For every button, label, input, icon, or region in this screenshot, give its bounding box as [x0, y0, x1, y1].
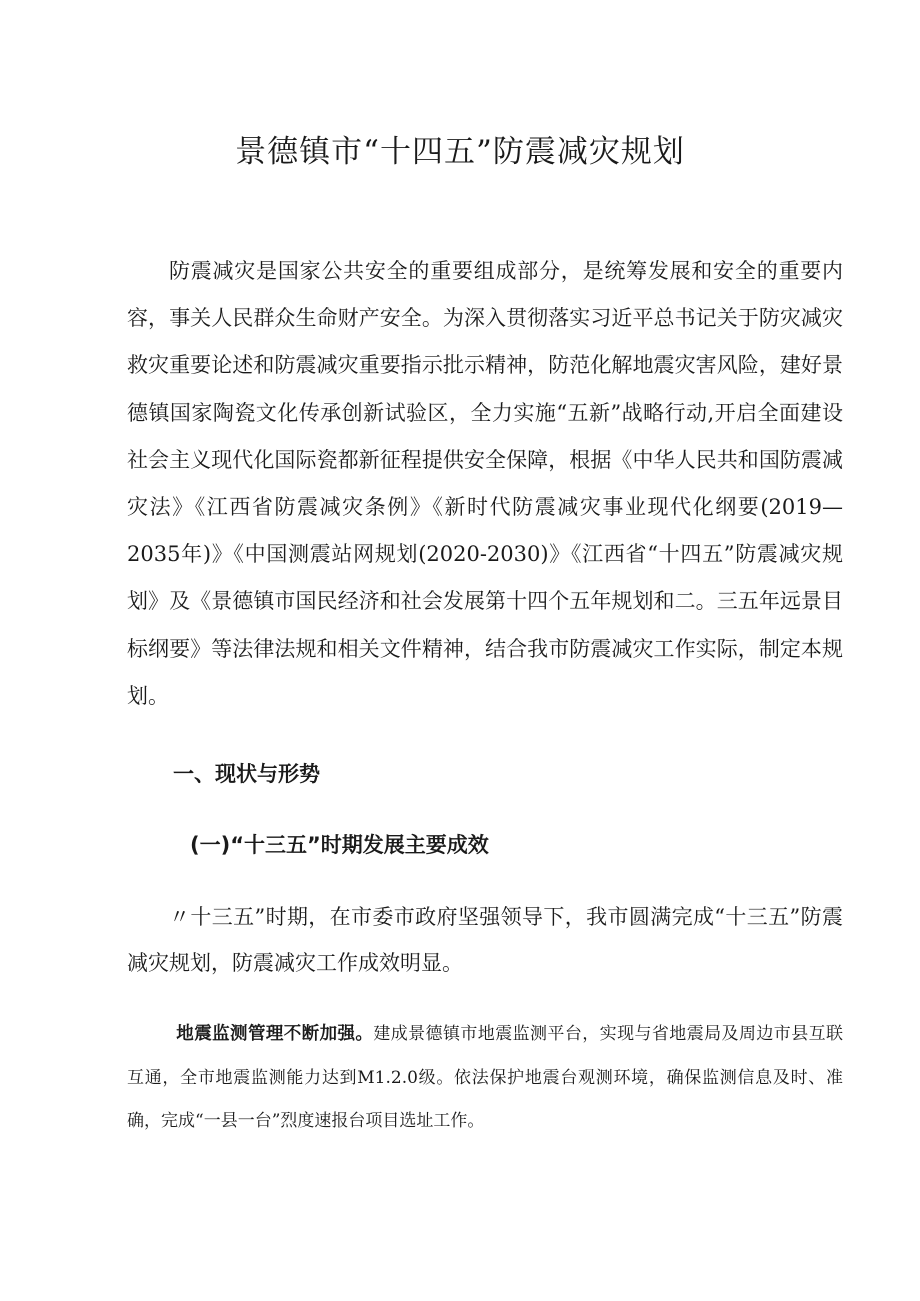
section-heading-status: 一、现状与形势: [173, 762, 320, 786]
document-title: 景德镇市“十四五”防震减灾规划: [235, 134, 685, 170]
subsection-heading-achievements: (一)“十三五”时期发展主要成效: [190, 833, 489, 857]
intro-paragraph: 防震减灾是国家公共安全的重要组成部分，是统筹发展和安全的重要内容，事关人民群众生命财产安全。为深入贯彻落实习近平总书记关于防灾减灾救灾重要论述和防震减灾重要指示批示精神，防范化解地震灾害风险，建好景德镇国家陶瓷文化传承创新试验区，全力实施“五新”战略行动,开启全面建设社会主义现代化国际瓷都新征程提供安全保障，根据《中华人民共和国防震减灾法》《江西省防震减灾条例》《新时代防震减灾事业现代化纲要(2019—2035年)》《中国测震站网规划(2020-2030)》《江西省“十四五”防震减灾规划》及《景德镇市国民经济和社会发展第十四个五年规划和二。三五年远景目标纲要》等法律法规和相关文件精神，结合我市防震减灾工作实际，制定本规划。: [127, 259, 843, 708]
paragraph-body-text: 建成景德镇市地震监测平台，实现与省地震局及周边市县互联互通，全市地震监测能力达到M1.2.0级。依法保护地震台观测环境，确保监测信息及时、准确，完成“一县一台”烈度速报台项目选址工作。: [127, 1024, 844, 1131]
paragraph-monitoring: [127, 1013, 843, 1144]
paragraph-lead-text: 地震监测管理不断加强。: [176, 1024, 374, 1044]
paragraph-13th-five-year: 〃十三五”时期，在市委市政府坚强领导下，我市圆满完成“十三五”防震减灾规划，防震减灾工作成效明显。: [127, 905, 843, 975]
